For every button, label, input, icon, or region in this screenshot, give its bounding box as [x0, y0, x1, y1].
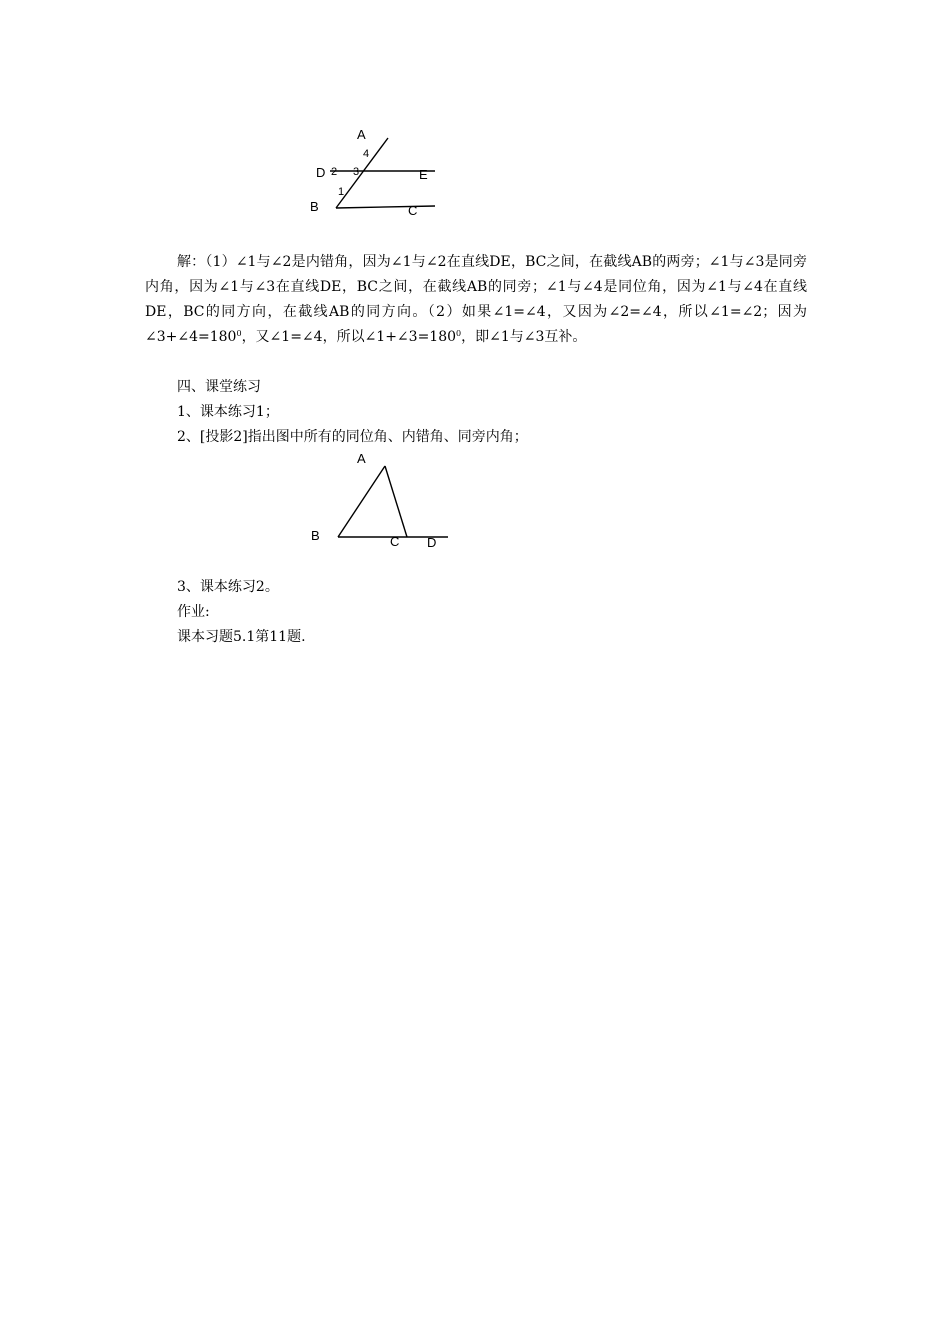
figure-parallel-lines-transversal [300, 120, 460, 230]
label-c: C [408, 203, 418, 218]
figure-triangle [300, 448, 460, 553]
angle-label-1: 1 [338, 186, 345, 198]
solution-part-2: ，又∠1=∠4，所以∠1+∠3=180 [241, 329, 457, 345]
line-bc [336, 206, 435, 208]
homework-title: 作业: [177, 604, 210, 620]
exercise-3: 3、课本练习2。 [177, 579, 279, 595]
solution-superscript-1: 0 [236, 329, 242, 338]
label-e: E [419, 167, 428, 182]
label-c: C [390, 534, 400, 549]
section-4-title: 四、课堂练习 [177, 379, 261, 395]
solution-paragraph [145, 250, 807, 350]
segment-ab [338, 466, 385, 537]
angle-label-4: 4 [363, 148, 370, 160]
label-a: A [357, 451, 366, 466]
label-d: D [427, 535, 437, 550]
figure-2-svg [300, 448, 460, 553]
figure-1-svg [300, 120, 460, 230]
angle-label-3: 3 [353, 166, 360, 178]
segment-ac [385, 466, 407, 537]
solution-part-3: ，即∠1与∠3互补。 [461, 329, 587, 345]
exercise-1: 1、课本练习1； [177, 404, 279, 420]
angle-label-2: 2 [331, 166, 338, 178]
label-a: A [357, 127, 366, 142]
homework-text: 课本习题5.1第11题. [177, 629, 306, 645]
exercise-2: 2、[投影2]指出图中所有的同位角、内错角、同旁内角； [177, 429, 528, 445]
label-d: D [316, 165, 326, 180]
label-b: B [310, 199, 319, 214]
label-b: B [311, 528, 320, 543]
solution-superscript-2: 0 [456, 329, 462, 338]
solution-part-1: 解：（1）∠1与∠2是内错角，因为∠1与∠2在直线DE，BC之间，在截线AB的两旁；∠1与∠3是同旁内角，因为∠1与∠3在直线DE，BC之间，在截线AB的同旁；∠1与∠4是同位角，因为∠1与∠4在直线DE，BC的同方向，在截线AB的同方向。（2）如果∠1=∠4，又因为∠2=∠4，所以∠1=∠2；因为∠3+∠4=180 [145, 254, 807, 345]
